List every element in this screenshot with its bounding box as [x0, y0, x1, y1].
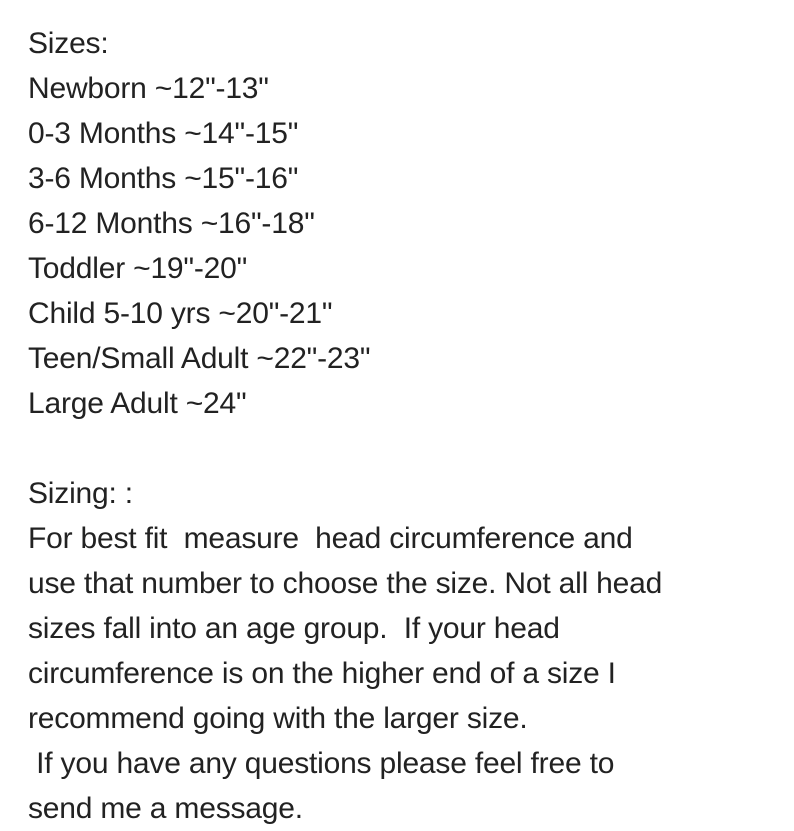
size-item-child: Child 5-10 yrs ~20"-21": [28, 297, 333, 330]
sizing-heading: Sizing: :: [28, 477, 133, 510]
sizing-text-line: For best fit measure head circumference and: [28, 522, 633, 555]
sizing-section: [28, 471, 784, 831]
size-item-toddler: Toddler ~19"-20": [28, 252, 248, 285]
size-item-newborn: Newborn ~12"-13": [28, 72, 269, 105]
sizing-text-line: send me a message.: [28, 792, 303, 825]
size-item-teen-small-adult: Teen/Small Adult ~22"-23": [28, 342, 371, 375]
size-guide-document: [28, 21, 784, 831]
section-spacer: [28, 426, 784, 471]
size-item-6-12-months: 6-12 Months ~16"-18": [28, 207, 315, 240]
size-item-3-6-months: 3-6 Months ~15"-16": [28, 162, 299, 195]
sizing-text-line: circumference is on the higher end of a size I: [28, 657, 616, 690]
sizing-text-line: If you have any questions please feel free to: [28, 747, 615, 780]
size-item-0-3-months: 0-3 Months ~14"-15": [28, 117, 299, 150]
sizing-text-line: use that number to choose the size. Not all head: [28, 567, 663, 600]
size-item-large-adult: Large Adult ~24": [28, 387, 247, 420]
sizes-section: [28, 21, 784, 426]
sizing-text-line: sizes fall into an age group. If your head: [28, 612, 560, 645]
sizing-text-line: recommend going with the larger size.: [28, 702, 528, 735]
sizes-heading: Sizes:: [28, 27, 109, 60]
